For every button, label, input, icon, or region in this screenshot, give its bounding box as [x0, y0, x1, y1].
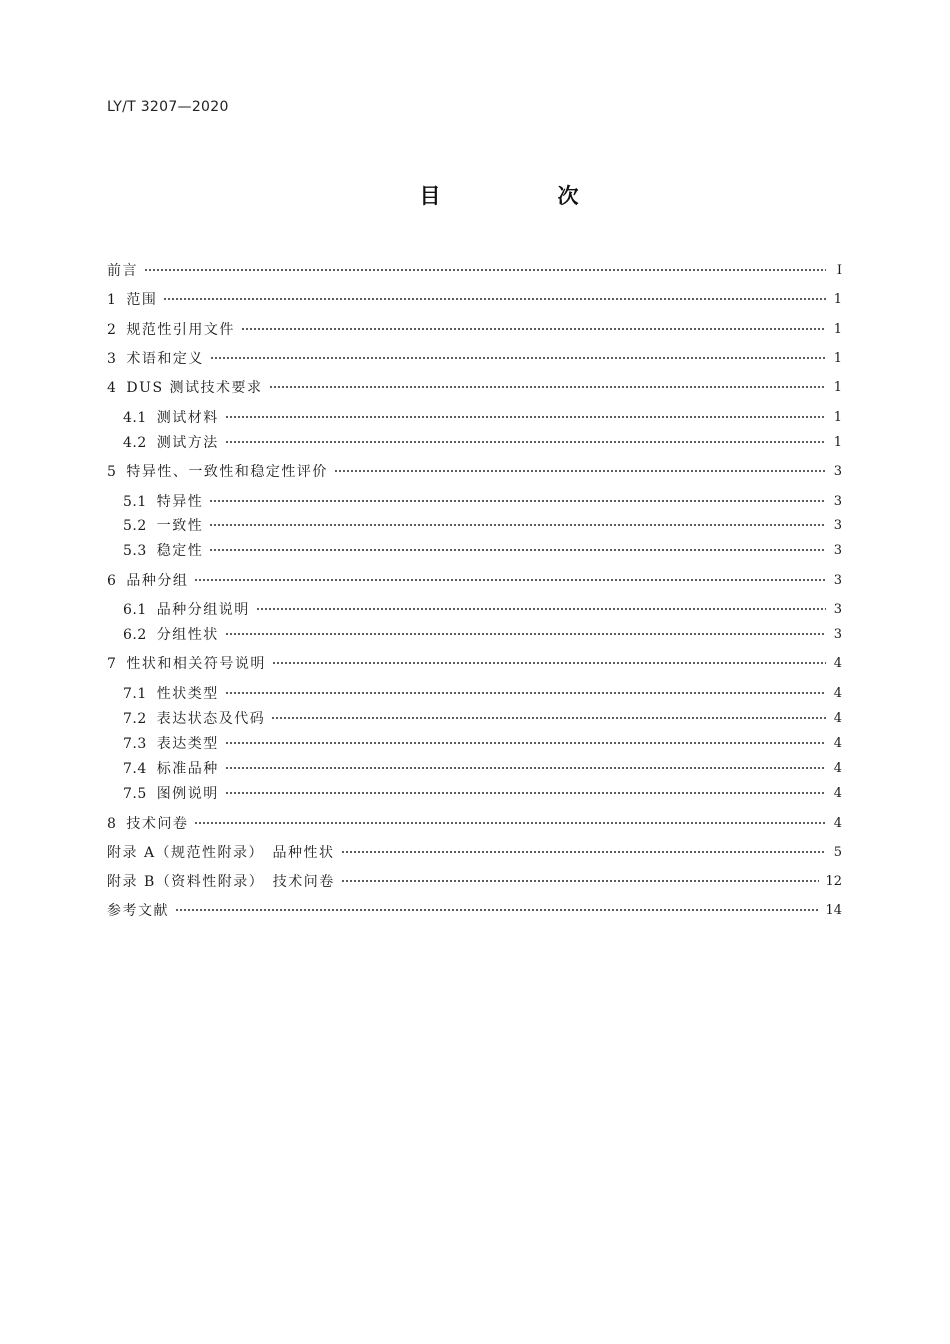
toc-entry-label — [123, 685, 225, 703]
toc-entry[interactable] — [107, 432, 842, 452]
toc-entry-page: 1 — [833, 292, 842, 307]
toc-entry-number: 7.2 — [123, 711, 147, 727]
toc-entry-title: 品种分组 — [126, 573, 189, 589]
toc-entry-number: 3 — [107, 351, 117, 367]
toc-entry-title: 技术问卷 — [126, 816, 189, 832]
toc-entry-number: 6 — [107, 573, 117, 589]
toc-entry[interactable] — [107, 708, 842, 728]
toc-entry-label — [123, 760, 225, 778]
toc-entry-title: 稳定性 — [156, 543, 204, 559]
dot-leader — [209, 544, 826, 556]
dot-leader — [341, 846, 826, 858]
toc-entry-title: 附录 B（资料性附录） 技术问卷 — [107, 874, 335, 890]
toc-entry[interactable] — [107, 758, 842, 778]
toc-entry-page: 1 — [833, 351, 842, 366]
dot-leader — [194, 817, 826, 829]
dot-leader — [341, 875, 820, 887]
toc-entry-label — [107, 379, 269, 397]
toc-entry[interactable] — [107, 540, 842, 560]
toc-entry-title: DUS 测试技术要求 — [126, 380, 263, 396]
toc-entry-title: 测试材料 — [156, 410, 219, 426]
toc-entry-title: 附录 A（规范性附录） 品种性状 — [107, 845, 335, 861]
dot-leader — [225, 628, 826, 640]
table-of-contents — [107, 0, 842, 1344]
toc-entry-page: 4 — [833, 686, 842, 701]
dot-leader — [194, 574, 826, 586]
toc-entry-page: 4 — [833, 816, 842, 831]
toc-entry-number: 7.4 — [123, 761, 147, 777]
dot-leader — [225, 787, 826, 799]
toc-entry-page: 3 — [833, 518, 842, 533]
toc-entry-label — [123, 626, 225, 644]
toc-entry-number: 2 — [107, 322, 117, 338]
toc-entry-number: 7.5 — [123, 786, 147, 802]
standard-code: LY/T 3207—2020 — [107, 99, 229, 115]
toc-entry-title: 表达状态及代码 — [156, 711, 266, 727]
toc-entry-page: 4 — [833, 786, 842, 801]
toc-entry-label — [107, 262, 144, 280]
toc-entry-title: 前言 — [107, 263, 138, 279]
toc-entry-label — [107, 291, 163, 309]
toc-entry-title: 特异性、一致性和稳定性评价 — [126, 464, 328, 480]
toc-entry-label — [123, 785, 225, 803]
toc-entry[interactable] — [107, 599, 842, 619]
toc-entry-page: 3 — [833, 602, 842, 617]
toc-entry[interactable] — [107, 813, 842, 833]
toc-entry-label — [123, 434, 225, 452]
toc-entry-number: 7.3 — [123, 736, 147, 752]
toc-entry-page: 1 — [833, 435, 842, 450]
toc-entry[interactable] — [107, 377, 842, 397]
toc-entry-label — [107, 321, 241, 339]
toc-entry-title: 特异性 — [156, 494, 204, 510]
toc-entry-page: 3 — [833, 464, 842, 479]
dot-leader — [144, 264, 826, 276]
toc-entry-label — [107, 463, 334, 481]
toc-entry-label — [123, 517, 209, 535]
dot-leader — [225, 411, 826, 423]
toc-entry[interactable] — [107, 407, 842, 427]
toc-entry-number: 5.2 — [123, 518, 147, 534]
toc-entry-page: 1 — [833, 322, 842, 337]
toc-entry[interactable] — [107, 515, 842, 535]
toc-entry-number: 7.1 — [123, 686, 147, 702]
toc-entry-title: 图例说明 — [156, 786, 219, 802]
toc-entry-title: 表达类型 — [156, 736, 219, 752]
dot-leader — [334, 465, 826, 477]
toc-entry-label — [123, 735, 225, 753]
toc-entry-page: 4 — [833, 736, 842, 751]
toc-entry[interactable] — [107, 733, 842, 753]
toc-entry[interactable] — [107, 570, 842, 590]
toc-entry[interactable] — [107, 461, 842, 481]
dot-leader — [225, 762, 826, 774]
toc-entry-page: 4 — [833, 711, 842, 726]
toc-entry-title: 规范性引用文件 — [126, 322, 235, 338]
toc-entry-label — [123, 710, 271, 728]
toc-entry[interactable] — [107, 842, 842, 862]
toc-entry-label — [107, 873, 341, 891]
toc-entry-page: 3 — [833, 494, 842, 509]
dot-leader — [210, 352, 826, 364]
toc-entry[interactable] — [107, 683, 842, 703]
dot-leader — [163, 293, 826, 305]
toc-entry-page: 14 — [825, 903, 842, 918]
toc-entry[interactable] — [107, 653, 842, 673]
toc-entry-page: 4 — [833, 656, 842, 671]
toc-entry-number: 4.1 — [123, 410, 147, 426]
toc-entry-page: 3 — [833, 627, 842, 642]
toc-entry-title: 参考文献 — [107, 903, 169, 919]
toc-entry-label — [107, 655, 272, 673]
toc-entry[interactable] — [107, 871, 842, 891]
dot-leader — [225, 687, 826, 699]
toc-entry-title: 一致性 — [156, 518, 204, 534]
dot-leader — [225, 436, 826, 448]
dot-leader — [256, 603, 826, 615]
toc-entry-label — [107, 902, 175, 920]
toc-entry-title: 性状和相关符号说明 — [126, 656, 266, 672]
toc-entry-number: 4.2 — [123, 435, 147, 451]
dot-leader — [209, 519, 826, 531]
toc-entry-label — [123, 409, 225, 427]
toc-entry[interactable] — [107, 319, 842, 339]
dot-leader — [269, 381, 827, 393]
toc-entry-number: 4 — [107, 380, 117, 396]
toc-entry-label — [107, 572, 194, 590]
toc-entry-page: 4 — [833, 761, 842, 776]
toc-entry[interactable] — [107, 289, 842, 309]
toc-entry-title: 标准品种 — [156, 761, 219, 777]
toc-entry-page: 1 — [833, 410, 842, 425]
toc-entry[interactable] — [107, 260, 842, 280]
toc-entry[interactable] — [107, 348, 842, 368]
toc-entry[interactable] — [107, 491, 842, 511]
toc-entry-page: 3 — [833, 543, 842, 558]
toc-entry-label — [107, 815, 194, 833]
dot-leader — [175, 904, 819, 916]
toc-entry-number: 1 — [107, 292, 117, 308]
toc-entry-number: 8 — [107, 816, 117, 832]
toc-entry-title: 性状类型 — [156, 686, 219, 702]
dot-leader — [271, 712, 826, 724]
toc-entry-title: 分组性状 — [156, 627, 219, 643]
toc-entry-title: 测试方法 — [156, 435, 219, 451]
toc-entry[interactable] — [107, 624, 842, 644]
dot-leader — [209, 495, 826, 507]
dot-leader — [272, 657, 826, 669]
toc-entry-title: 术语和定义 — [126, 351, 204, 367]
toc-entry-number: 5 — [107, 464, 117, 480]
toc-entry-label — [123, 542, 209, 560]
toc-entry-page: Ⅰ — [836, 263, 842, 278]
toc-entry[interactable] — [107, 783, 842, 803]
toc-entry-page: 5 — [833, 845, 842, 860]
dot-leader — [225, 737, 826, 749]
toc-entry-label — [123, 493, 209, 511]
toc-entry-label — [123, 601, 256, 619]
toc-entry-title: 范围 — [126, 292, 158, 308]
toc-entry-number: 7 — [107, 656, 117, 672]
toc-entry-page: 12 — [825, 874, 842, 889]
toc-entry-number: 5.1 — [123, 494, 147, 510]
toc-entry-label — [107, 350, 210, 368]
page-title: 目 次 — [419, 184, 627, 208]
toc-entry-page: 1 — [833, 380, 842, 395]
dot-leader — [241, 323, 826, 335]
toc-entry-number: 6.1 — [123, 602, 147, 618]
toc-entry-page: 3 — [833, 573, 842, 588]
toc-entry-label — [107, 844, 341, 862]
toc-entry-title: 品种分组说明 — [156, 602, 250, 618]
toc-entry-number: 5.3 — [123, 543, 147, 559]
toc-entry[interactable] — [107, 900, 842, 920]
toc-entry-number: 6.2 — [123, 627, 147, 643]
